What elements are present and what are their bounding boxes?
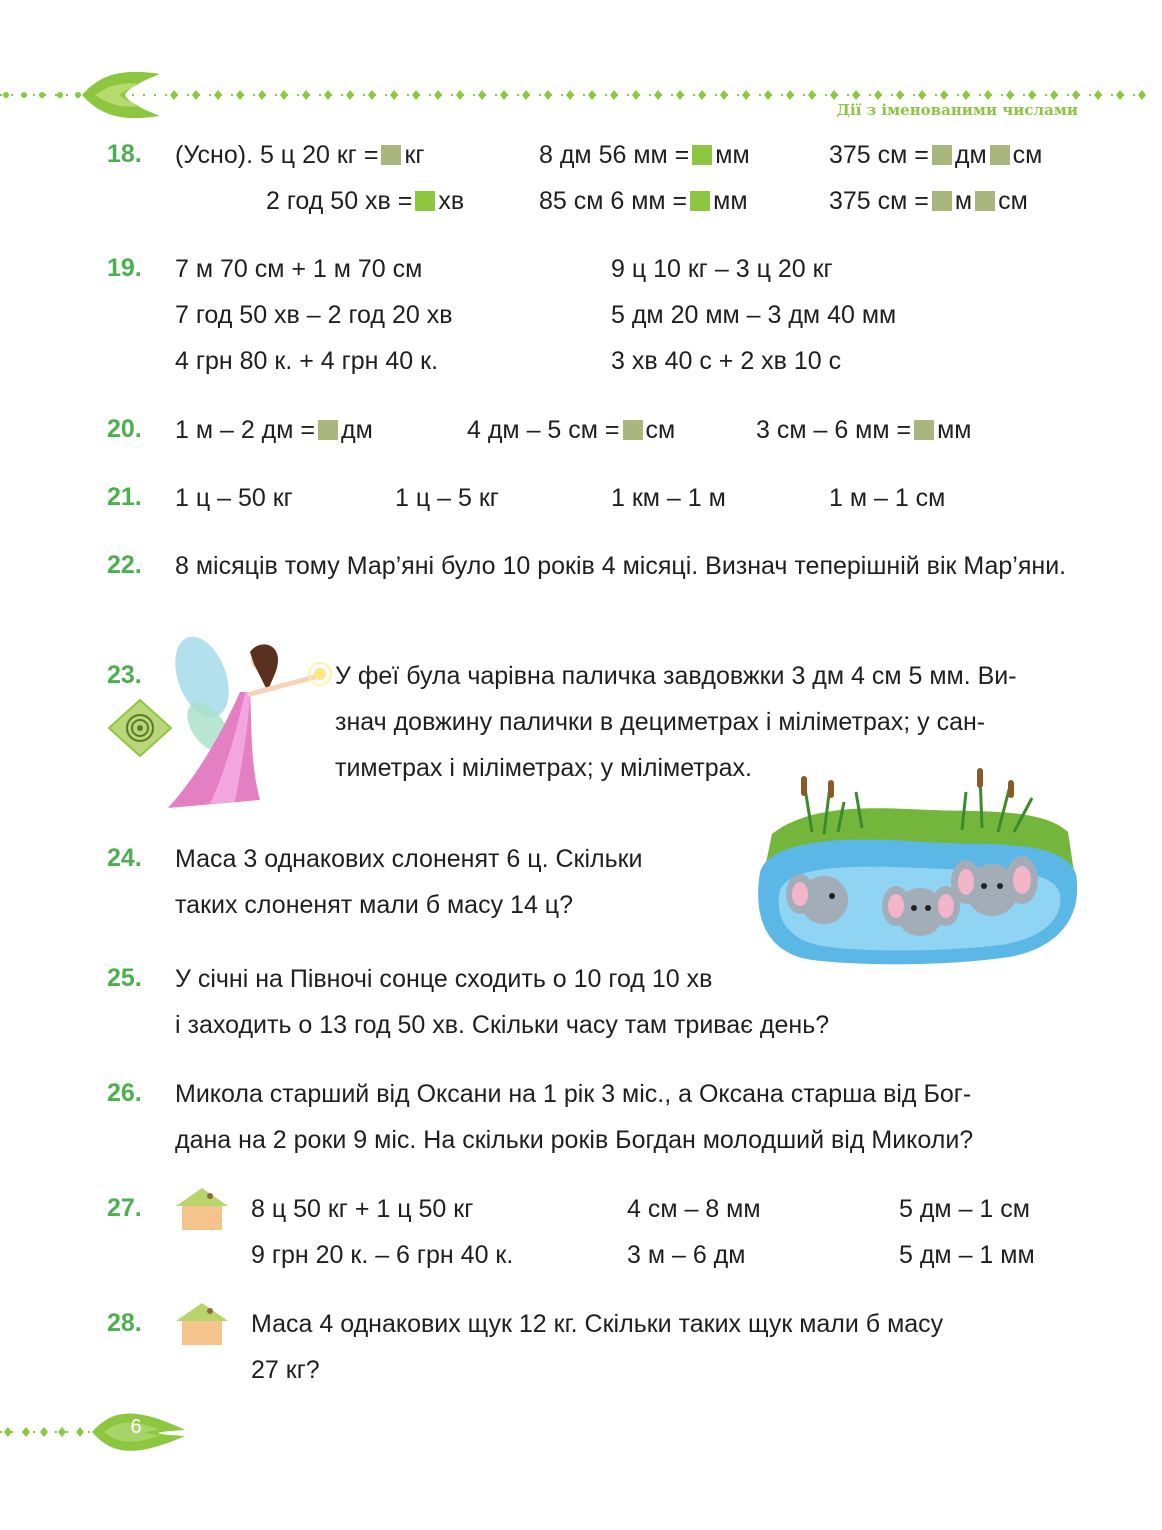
exercise-number: 20. (107, 415, 142, 443)
expression-text: 375 см = (829, 141, 929, 169)
ex26-line-1: Микола старший від Оксани на 1 рік 3 міс., а Оксана старша від Бог- (175, 1080, 972, 1108)
ex27-col2-2: 3 м – 6 дм (627, 1241, 746, 1269)
ex27-col2-1: 4 см – 8 мм (627, 1195, 761, 1223)
exercise-number: 26. (107, 1079, 142, 1107)
ex19-left-2: 7 год 50 хв – 2 год 20 хв (175, 301, 453, 329)
header-title: Дії з іменованими числами (836, 101, 1078, 119)
ex20-c3 (756, 415, 971, 445)
ex19-right-2: 5 дм 20 мм – 3 дм 40 мм (611, 301, 897, 329)
ex19-left-1: 7 м 70 см + 1 м 70 см (175, 255, 423, 283)
ex18-r2c3 (829, 186, 1028, 216)
house-icon (174, 1299, 230, 1347)
exercise-number: 28. (107, 1309, 142, 1337)
exercise-number: 21. (107, 483, 142, 511)
answer-blank (932, 191, 952, 211)
answer-blank (623, 420, 643, 440)
expression-text: 3 см – 6 мм = (756, 416, 912, 444)
answer-blank (381, 145, 401, 165)
unit-text: дм (954, 141, 987, 169)
exercise-number: 27. (107, 1194, 142, 1222)
ex18-r2c1 (266, 186, 464, 216)
ex21-item: 1 км – 1 м (611, 484, 726, 512)
ex20-c2 (467, 415, 675, 445)
ex24-line-2: таких слоненят мали б масу 14 ц? (175, 891, 574, 919)
ex27-col3-1: 5 дм – 1 см (899, 1195, 1030, 1223)
ex22-text: 8 місяців тому Мар’яні було 10 років 4 місяці. Визнач теперішній вік Мар’яни. (175, 552, 1067, 580)
unit-text: мм (937, 416, 972, 444)
unit-text: м (954, 187, 973, 215)
ex28-line-1: Маса 4 однакових щук 12 кг. Скільки таких щук мали б масу (251, 1310, 944, 1338)
page-number: 6 (130, 1416, 142, 1438)
answer-blank (692, 145, 712, 165)
fairy-illustration (150, 632, 335, 814)
expression-text: 8 дм 56 мм = (539, 141, 690, 169)
ex19-right-1: 9 ц 10 кг – 3 ц 20 кг (611, 255, 833, 283)
leaf-ornament (82, 72, 160, 118)
ex20-c1 (175, 415, 373, 445)
ex25-line-1: У січні на Півночі сонце сходить о 10 год 10 хв (175, 965, 713, 993)
answer-blank (975, 191, 995, 211)
answer-blank (914, 420, 934, 440)
ex19-right-3: 3 хв 40 с + 2 хв 10 с (611, 347, 842, 375)
unit-text: кг (404, 141, 425, 169)
exercise-number: 24. (107, 844, 142, 872)
ex26-line-2: дана на 2 роки 9 міс. На скільки років Богдан молодший від Миколи? (175, 1126, 974, 1154)
ex21-item: 1 ц – 50 кг (175, 484, 293, 512)
unit-text: см (645, 416, 676, 444)
ex28-line-2: 27 кг? (251, 1356, 320, 1384)
expression-text: 2 год 50 хв = (266, 187, 413, 215)
answer-blank (318, 420, 338, 440)
ex18-r1c2 (539, 140, 750, 170)
exercise-number: 18. (107, 140, 142, 168)
ex19-left-3: 4 грн 80 к. + 4 грн 40 к. (175, 347, 439, 375)
ex27-col1-1: 8 ц 50 кг + 1 ц 50 кг (251, 1195, 474, 1223)
expression-text: 375 см = (829, 187, 929, 215)
unit-text: мм (715, 141, 750, 169)
unit-text: хв (438, 187, 465, 215)
exercise-number: 19. (107, 254, 142, 282)
house-icon (174, 1184, 230, 1232)
unit-text: см (1012, 141, 1043, 169)
expression-text: 1 м – 2 дм = (175, 416, 316, 444)
expression-text: 85 см 6 мм = (539, 187, 688, 215)
ex21-item: 1 ц – 5 кг (395, 484, 499, 512)
exercise-number: 25. (107, 964, 142, 992)
ex23-line-2: знач довжину палички в дециметрах і міліметрах; у сан- (335, 708, 986, 736)
unit-text: мм (713, 187, 748, 215)
exercise-number: 23. (107, 661, 142, 689)
ex18-r1c1 (175, 140, 425, 170)
ex27-col1-2: 9 грн 20 к. – 6 грн 40 к. (251, 1241, 514, 1269)
expression-text: 4 дм – 5 см = (467, 416, 620, 444)
ex25-line-2: і заходить о 13 год 50 хв. Скільки часу там триває день? (175, 1011, 830, 1039)
bottom-star-vine-border (0, 1400, 200, 1470)
ex21-item: 1 м – 1 см (829, 484, 946, 512)
unit-text: дм (341, 416, 373, 444)
answer-blank (990, 145, 1010, 165)
unit-text: см (998, 187, 1028, 215)
ex18-r1c3 (829, 140, 1042, 170)
ex23-line-1: У феї була чарівна паличка завдовжки 3 дм 4 см 5 мм. Ви- (335, 662, 1017, 690)
ex18-r2c2 (539, 186, 748, 216)
ex24-line-1: Маса 3 однакових слоненят 6 ц. Скільки (175, 845, 643, 873)
answer-blank (690, 191, 710, 211)
expression-text: (Усно). 5 ц 20 кг = (175, 141, 379, 169)
exercise-number: 22. (107, 551, 142, 579)
ex23-line-3: тиметрах і міліметрах; у міліметрах. (335, 754, 752, 782)
ex27-col3-2: 5 дм – 1 мм (899, 1241, 1035, 1269)
answer-blank (415, 191, 435, 211)
pond-elephants-illustration (752, 762, 1082, 970)
answer-blank (932, 145, 952, 165)
